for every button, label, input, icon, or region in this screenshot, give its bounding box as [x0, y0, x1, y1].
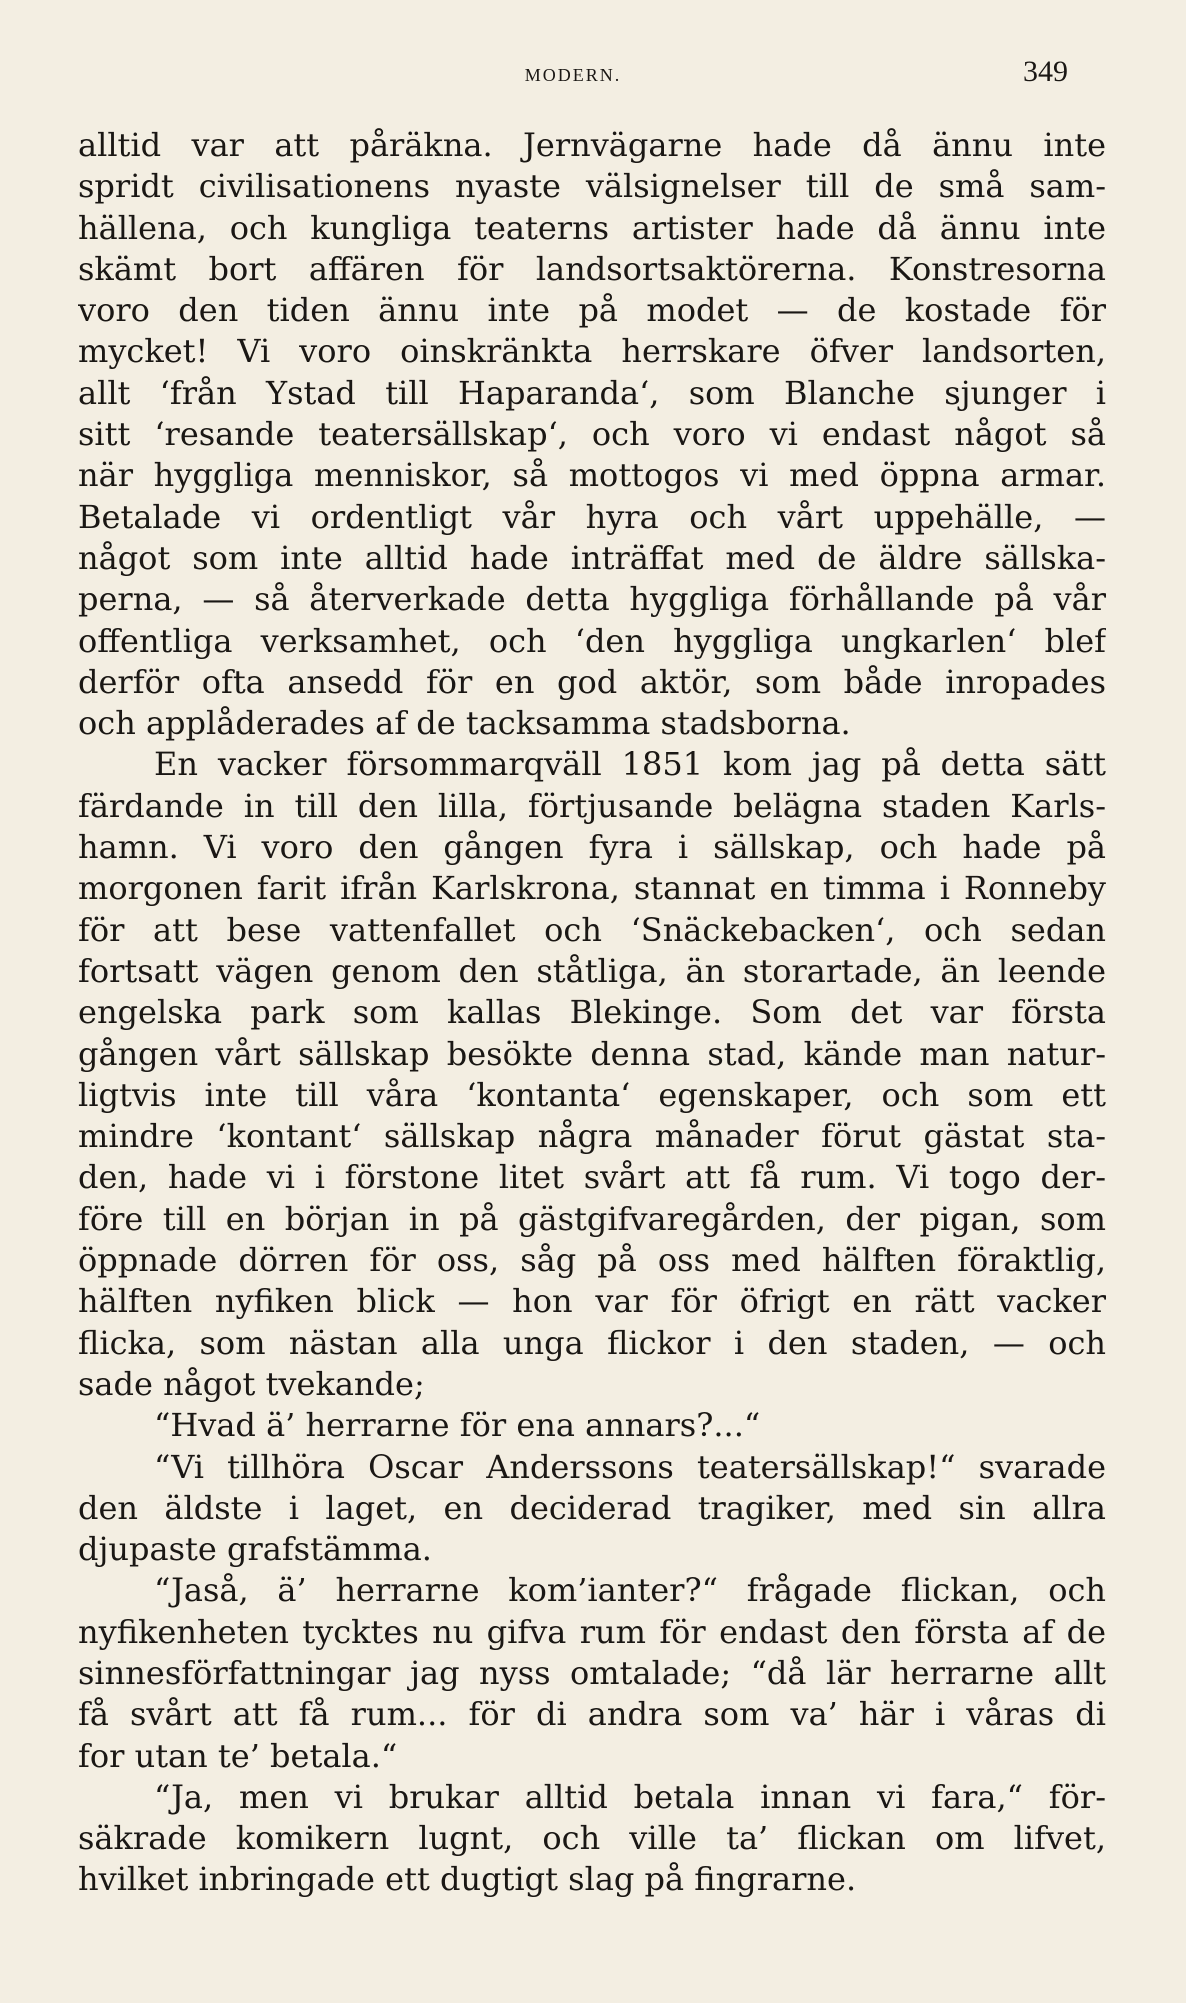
running-head: MODERN.: [524, 65, 622, 85]
text-line: något som inte alltid hade inträffat med de äldre sällska-: [78, 538, 1106, 577]
text-line: “Vi tillhöra Oscar Anderssons teatersällskap!“ svarade: [154, 1447, 1106, 1486]
page-header: [78, 55, 1068, 95]
text-line: “Ja, men vi brukar alltid betala innan vi fara,“ för-: [154, 1777, 1106, 1816]
text-line: voro den tiden ännu inte på modet — de kostade för: [78, 291, 1106, 330]
text-line: sitt ‘resande teatersällskap‘, och voro vi endast något så: [78, 415, 1106, 454]
text-line: den, hade vi i förstone litet svårt att få rum. Vi togo der-: [78, 1158, 1106, 1197]
text-line: allt ‘från Ystad till Haparanda‘, som Blanche sjunger i: [78, 373, 1106, 412]
text-line: En vacker försommarqväll 1851 kom jag på detta sätt: [154, 745, 1106, 784]
text-line: och applåderades af de tacksamma stadsborna.: [78, 704, 851, 743]
text-line: skämt bort affären för landsortsaktörerna. Konstresorna: [78, 249, 1106, 288]
text-line: sinnesförfattningar jag nyss omtalade; “då lär herrarne allt: [78, 1653, 1106, 1692]
text-line: när hyggliga menniskor, så mottogos vi med öppna armar.: [78, 456, 1106, 495]
text-line: morgonen farit ifrån Karlskrona, stannat en timma i Ronneby: [78, 869, 1106, 908]
text-line: säkrade komikern lugnt, och ville ta’ flickan om lifvet,: [78, 1819, 1106, 1858]
text-line: perna, — så återverkade detta hyggliga förhållande på vår: [78, 580, 1106, 619]
text-line: hälften nyfiken blick — hon var för öfrigt en rätt vacker: [78, 1282, 1106, 1321]
text-line: “Jaså, ä’ herrarne kom’ianter?“ frågade flickan, och: [154, 1571, 1106, 1610]
text-line: offentliga verksamhet, och ‘den hyggliga ungkarlen‘ blef: [78, 621, 1106, 660]
text-line: nyfikenheten tycktes nu gifva rum för endast den första af de: [78, 1612, 1106, 1651]
text-line: gången vårt sällskap besökte denna stad, kände man natur-: [78, 1034, 1106, 1073]
text-line: derför ofta ansedd för en god aktör, som både inropades: [78, 662, 1106, 701]
text-line: for utan te’ betala.“: [78, 1736, 398, 1775]
text-line: före till en början in på gästgifvaregården, der pigan, som: [78, 1199, 1106, 1238]
body-text: [78, 125, 1106, 1901]
text-line: fortsatt vägen genom den ståtliga, än storartade, än leende: [78, 951, 1106, 990]
text-line: hällena, och kungliga teaterns artister hade då ännu inte: [78, 208, 1106, 247]
page-number: 349: [1023, 55, 1068, 88]
text-line: Betalade vi ordentligt vår hyra och vårt uppehälle, —: [78, 497, 1106, 536]
text-line: spridt civilisationens nyaste välsignelser till de små sam-: [78, 167, 1106, 206]
text-line: engelska park som kallas Blekinge. Som det var första: [78, 993, 1106, 1032]
text-line: få svårt att få rum... för di andra som va’ här i våras di: [78, 1695, 1106, 1734]
text-line: alltid var att påräkna. Jernvägarne hade då ännu inte: [78, 126, 1106, 164]
text-line: sade något tvekande;: [78, 1364, 425, 1403]
text-line: för att bese vattenfallet och ‘Snäckebacken‘, och sedan: [78, 910, 1106, 949]
text-line: flicka, som nästan alla unga flickor i den staden, — och: [78, 1323, 1106, 1362]
text-line: hvilket inbringade ett dugtigt slag på fingrarne.: [78, 1860, 857, 1899]
text-line: “Hvad ä’ herrarne för ena annars?...“: [154, 1406, 761, 1445]
text-line: ligtvis inte till våra ‘kontanta‘ egenskaper, och som ett: [78, 1075, 1106, 1114]
text-line: mycket! Vi voro oinskränkta herrskare öfver landsorten,: [78, 332, 1106, 371]
text-line: mindre ‘kontant‘ sällskap några månader förut gästat sta-: [78, 1117, 1106, 1156]
text-line: djupaste grafstämma.: [78, 1530, 432, 1569]
text-line: hamn. Vi voro den gången fyra i sällskap, och hade på: [78, 828, 1106, 867]
text-line: öppnade dörren för oss, såg på oss med hälften föraktlig,: [78, 1241, 1106, 1280]
text-line: den äldste i laget, en deciderad tragiker, med sin allra: [78, 1488, 1106, 1527]
text-line: färdande in till den lilla, förtjusande belägna staden Karls-: [78, 786, 1106, 825]
